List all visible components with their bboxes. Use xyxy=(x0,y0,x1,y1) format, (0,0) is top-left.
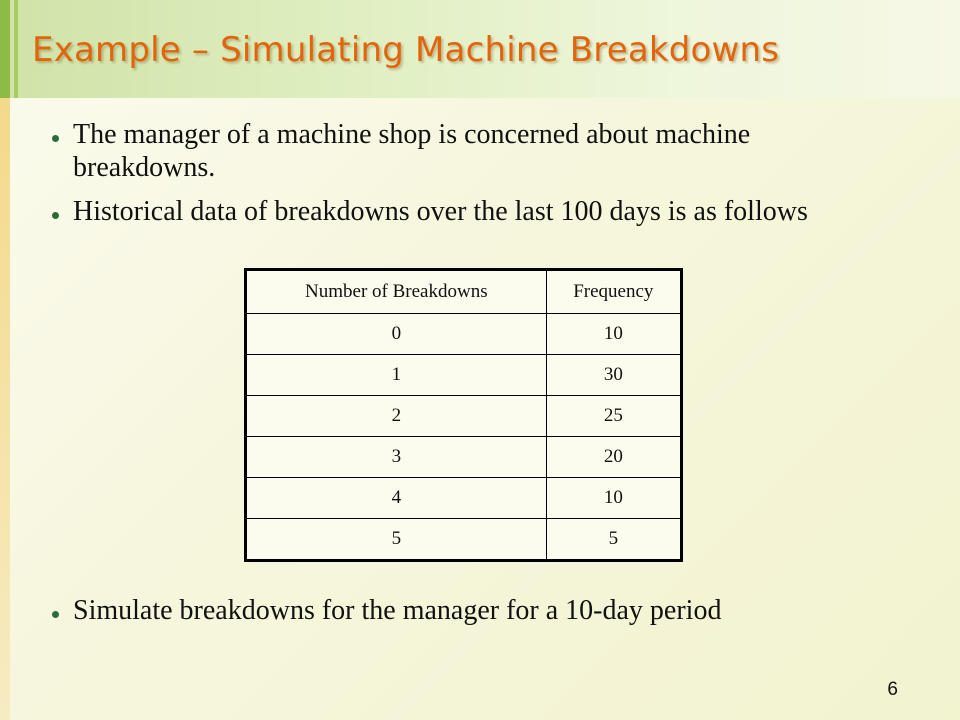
bullet-dot-icon xyxy=(52,611,59,618)
column-header-breakdowns: Number of Breakdowns xyxy=(247,271,547,314)
left-accent-bar-thin xyxy=(14,0,18,98)
slide-title: Example – Simulating Machine Breakdowns xyxy=(32,30,780,70)
bullet-dot-icon xyxy=(52,135,59,142)
bullet-item xyxy=(48,594,960,627)
table-cell: 1 xyxy=(247,355,547,396)
bullet-item xyxy=(48,118,873,184)
frequency-table xyxy=(246,270,681,560)
bullet-text: Simulate breakdowns for the manager for a 10-day period xyxy=(73,595,722,626)
page-number: 6 xyxy=(887,679,898,700)
table-row xyxy=(247,519,681,560)
bullet-list xyxy=(48,118,938,228)
left-accent-bar-gold xyxy=(0,98,10,720)
table-row xyxy=(247,437,681,478)
bullet-item xyxy=(48,195,938,228)
table-header-row xyxy=(247,271,681,314)
table-cell: 20 xyxy=(546,437,680,478)
table-cell: 25 xyxy=(546,396,680,437)
table-cell: 30 xyxy=(546,355,680,396)
table-cell: 10 xyxy=(546,314,680,355)
table-row xyxy=(247,355,681,396)
bullet-text: The manager of a machine shop is concerned about machine breakdowns. xyxy=(73,119,751,183)
table-cell: 10 xyxy=(546,478,680,519)
table-cell: 3 xyxy=(247,437,547,478)
bullet-text: Historical data of breakdowns over the last 100 days is as follows xyxy=(73,196,808,227)
table-row xyxy=(247,314,681,355)
column-header-frequency: Frequency xyxy=(546,271,680,314)
bullet-dot-icon xyxy=(52,212,59,219)
table-cell: 5 xyxy=(546,519,680,560)
table-cell: 5 xyxy=(247,519,547,560)
breakdown-frequency-table xyxy=(244,268,683,562)
table-cell: 2 xyxy=(247,396,547,437)
table-cell: 4 xyxy=(247,478,547,519)
table-row xyxy=(247,478,681,519)
table-row xyxy=(247,396,681,437)
table-cell: 0 xyxy=(247,314,547,355)
left-accent-bar-green xyxy=(0,0,10,98)
